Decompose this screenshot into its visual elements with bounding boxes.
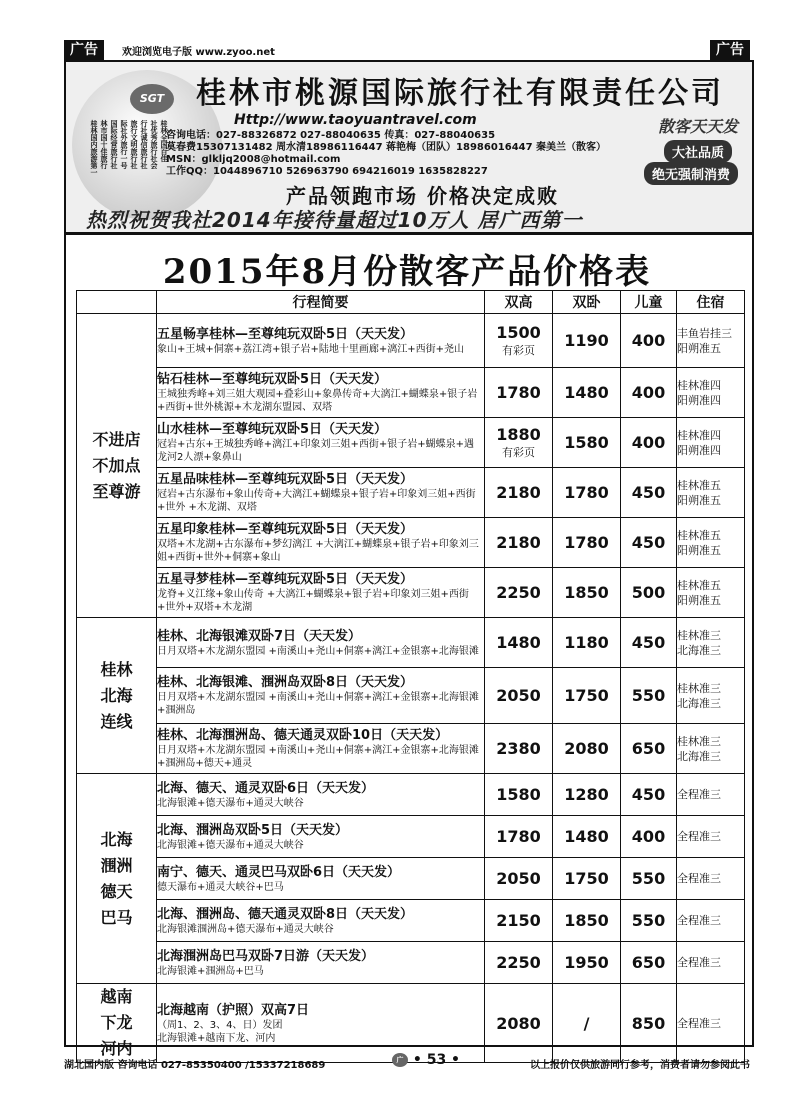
price-double-sleeper: 1480 [553,368,621,418]
award-columns [90,120,168,200]
lodging-cell: 桂林准五 阳朔准五 [677,468,745,518]
price-child: 400 [621,368,677,418]
table-row [77,900,745,942]
header-child: 儿童 [621,291,677,314]
price-child: 400 [621,314,677,368]
contact-info [166,130,606,178]
route-name: 桂林、北海涠洲岛、德天通灵双卧10日（天天发） [157,728,449,743]
price-double-seat [485,418,553,468]
price-child: 450 [621,774,677,816]
price-table [76,290,745,1063]
lodging-cell: 全程准三 [677,816,745,858]
lodging-cell: 桂林准三 北海准三 [677,668,745,724]
price-value: 1780 [496,827,541,846]
price-double-seat [485,468,553,518]
price-child: 650 [621,724,677,774]
price-child: 400 [621,816,677,858]
group-label: 不进店 不加点 至尊游 [77,314,157,618]
route-detail: 北海银滩涠洲岛+德天瀑布+通灵大峡谷 [157,923,334,935]
route-name: 钻石桂林—至尊纯玩双卧5日（天天发） [157,372,388,387]
price-double-seat [485,984,553,1063]
contact-line: 工作QQ：1044896710 526963790 694216019 1635828227 [166,166,488,177]
price-value: 2180 [496,533,541,552]
award-column: 桂林国内旅游第一 [90,120,98,176]
price-value: 2380 [496,739,541,758]
route-detail: 德天瀑布+通灵大峡谷+巴马 [157,881,284,893]
itinerary-cell [157,314,485,368]
award-column: 行社诚信旅行社 [140,120,148,169]
price-child: 450 [621,468,677,518]
route-name: 北海涠洲岛巴马双卧7日游（天天发） [157,948,375,964]
price-double-seat [485,618,553,668]
itinerary-cell [157,668,485,724]
itinerary-cell [157,774,485,816]
price-double-sleeper: 1190 [553,314,621,368]
route-name: 山水桂林—至尊纯玩双卧5日（天天发） [157,422,388,437]
price-double-seat [485,816,553,858]
brochure-note: 有彩页 [502,344,535,357]
price-value: 1480 [496,633,541,652]
itinerary-cell [157,618,485,668]
lodging-cell: 全程准三 [677,774,745,816]
company-logo: SGT [130,84,174,114]
table-row [77,858,745,900]
price-double-sleeper: 1780 [553,468,621,518]
footer-disclaimer: 以上报价仅供旅游同行参考，消费者请勿参阅此书 [530,1060,750,1071]
company-name: 桂林市桃源国际旅行社有限责任公司 [196,76,724,111]
award-column: 国际经营旅行社 [110,120,118,169]
route-name: 五星品味桂林—至尊纯玩双卧5日（天天发） [157,472,414,487]
contact-line: 咨询电话：027-88326872 027-88040635 传真：027-88040635 [166,130,496,141]
itinerary-cell [157,942,485,984]
itinerary-cell [157,568,485,618]
price-double-sleeper: 1850 [553,568,621,618]
price-child: 550 [621,900,677,942]
price-value: 2050 [496,686,541,705]
page-number [392,1052,460,1068]
price-child: 550 [621,668,677,724]
table-row [77,816,745,858]
route-detail: 冠岩+古东瀑布+象山传奇+大漓江+蝴蝶泉+银子岩+印象刘三姐+西街+世外 +木龙湖、双塔 [157,489,476,513]
price-value: 1780 [496,383,541,402]
itinerary-cell [157,518,485,568]
top-bar [64,40,750,60]
route-detail: 北海银滩+德天瀑布+通灵大峡谷 [157,797,304,809]
table-row [77,368,745,418]
contact-line: 莫春费15307131482 周水清18986116447 蒋艳梅（团队）18986016447 秦美兰（散客） [166,142,607,153]
price-double-sleeper: 1750 [553,858,621,900]
route-detail: 双塔+木龙湖+古东瀑布+梦幻漓江 +大漓江+蝴蝶泉+银子岩+印象刘三姐+西街+世外+侗寨+象山 [157,539,479,563]
price-value: 2050 [496,869,541,888]
price-value: 2250 [496,953,541,972]
itinerary-cell [157,858,485,900]
price-double-seat [485,858,553,900]
price-child: 400 [621,418,677,468]
route-detail: （周1、2、3、4、日）发团 北海银滩+越南下龙、河内 [157,1019,283,1044]
table-row [77,418,745,468]
quality-stamp: 大社品质 [664,140,732,163]
page-number-text: • 53 • [412,1052,461,1068]
price-double-seat [485,368,553,418]
price-child: 450 [621,618,677,668]
route-name: 北海、涠洲岛、德天通灵双卧8日（天天发） [157,906,414,922]
route-name: 南宁、德天、通灵巴马双卧6日（天天发） [157,864,401,880]
price-double-sleeper: 2080 [553,724,621,774]
lodging-cell: 桂林准五 阳朔准五 [677,518,745,568]
price-double-sleeper: 1750 [553,668,621,724]
route-name: 桂林、北海银滩双卧7日（天天发） [157,628,362,644]
award-column: 林市国十佳旅行 [100,120,108,169]
price-value: 1580 [496,785,541,804]
publication-logo-icon: 广 [392,1053,408,1067]
price-double-sleeper: / [553,984,621,1063]
price-value: 1500 [496,323,541,342]
price-double-seat [485,724,553,774]
route-detail: 北海银滩+德天瀑布+通灵大峡谷 [157,839,304,851]
price-double-sleeper: 1180 [553,618,621,668]
price-double-sleeper: 1480 [553,816,621,858]
award-column: 社优秀旅行社会 [150,120,158,169]
ad-banner: 热烈祝贺我社2014年接待量超过10万人 居广西第一 [86,208,583,232]
route-detail: 王城独秀峰+刘三姐大观园+叠彩山+象鼻传奇+大漓江+蝴蝶泉+银子岩+西街+世外桃源+木龙湖东盟园、双塔 [157,389,478,413]
route-detail: 北海银滩+涠洲岛+巴马 [157,965,264,977]
route-detail: 日月双塔+木龙湖东盟园 +南溪山+尧山+侗寨+漓江+金银寨+北海银滩+涠洲岛 [157,692,479,716]
header-double-sleeper: 双卧 [553,291,621,314]
route-name: 桂林、北海银滩、涠洲岛双卧8日（天天发） [157,675,414,690]
price-value: 2150 [496,911,541,930]
itinerary-cell [157,418,485,468]
route-name: 北海、涠洲岛双卧5日（天天发） [157,822,349,838]
table-header-row [77,291,745,314]
page-footer [64,1052,750,1072]
route-detail: 龙脊+义江缘+象山传奇 +大漓江+蝴蝶泉+银子岩+印象刘三姐+西街+世外+双塔+木龙湖 [157,589,469,613]
contact-line: MSN：glkljq2008@hotmail.com [166,154,341,165]
price-double-sleeper: 1280 [553,774,621,816]
price-value: 2180 [496,483,541,502]
table-row [77,984,745,1063]
price-value: 1880 [496,425,541,444]
route-name: 五星印象桂林—至尊纯玩双卧5日（天天发） [157,522,414,537]
route-detail: 日月双塔+木龙湖东盟园 +南溪山+尧山+侗寨+漓江+金银寨+北海银滩 [157,645,479,657]
price-double-sleeper: 1580 [553,418,621,468]
route-name: 五星畅享桂林—至尊纯玩双卧5日（天天发） [157,326,414,342]
price-double-sleeper: 1780 [553,518,621,568]
itinerary-cell [157,368,485,418]
price-double-sleeper: 1850 [553,900,621,942]
lodging-cell: 全程准三 [677,858,745,900]
group-label: 北海 涠洲 德天 巴马 [77,774,157,984]
welcome-text: 欢迎浏览电子版 www.zyoo.net [122,47,275,58]
itinerary-cell [157,468,485,518]
advertisement [64,60,754,234]
table-row [77,468,745,518]
price-value: 2080 [496,1013,541,1033]
lodging-cell: 桂林准三 北海准三 [677,724,745,774]
header-lodging: 住宿 [677,291,745,314]
price-double-seat [485,942,553,984]
header-double-seat: 双高 [485,291,553,314]
price-double-seat [485,518,553,568]
price-double-seat [485,568,553,618]
table-row [77,518,745,568]
route-detail: 日月双塔+木龙湖东盟园 +南溪山+尧山+侗寨+漓江+金银寨+北海银滩+涠洲岛+德天+通灵 [157,745,479,769]
price-double-seat [485,668,553,724]
award-column: 际社外旅行一号 [120,120,128,169]
award-column: 旅行文明旅行社 [130,120,138,169]
lodging-cell: 全程准三 [677,900,745,942]
ad-tag-right: 广告 [710,40,750,60]
route-detail: 象山+王城+侗寨+荔江湾+银子岩+陆地十里画廊+漓江+西街+尧山 [157,343,465,355]
daily-departure-slogan: 散客天天发 [657,117,738,136]
itinerary-cell [157,900,485,942]
table-row [77,774,745,816]
price-child: 550 [621,858,677,900]
group-label: 越南 下龙 河内 [77,984,157,1063]
table-row [77,942,745,984]
itinerary-cell [157,816,485,858]
table-row [77,724,745,774]
lodging-cell: 桂林准三 北海准三 [677,618,745,668]
brochure-note: 有彩页 [502,446,535,459]
company-website: Http://www.taoyuantravel.com [234,112,477,128]
price-double-sleeper: 1950 [553,942,621,984]
price-child: 500 [621,568,677,618]
lodging-cell: 全程准三 [677,984,745,1063]
lodging-cell: 桂林准四 阳朔准四 [677,368,745,418]
footer-contact: 湖北国内版 咨询电话 027-85350400 /15337218689 [64,1060,326,1071]
price-child: 850 [621,984,677,1063]
route-name: 五星寻梦桂林—至尊纯玩双卧5日（天天发） [157,572,414,587]
group-label: 桂林 北海 连线 [77,618,157,774]
lodging-cell: 桂林准五 阳朔准五 [677,568,745,618]
price-child: 450 [621,518,677,568]
itinerary-cell [157,724,485,774]
price-double-seat [485,774,553,816]
ad-slogan: 产品领跑市场 价格决定成败 [286,184,559,208]
route-detail: 冠岩+古东+王城独秀峰+漓江+印象刘三姐+西街+银子岩+蝴蝶泉+遇龙河2人漂+象鼻山 [157,439,475,463]
award-column: 桂林全国百佳 [160,120,168,162]
route-name: 北海越南（护照）双高7日 [157,1002,310,1018]
price-double-seat [485,314,553,368]
no-shopping-stamp: 绝无强制消费 [644,162,738,185]
table-row [77,668,745,724]
lodging-cell: 丰鱼岩挂三 阳朔准五 [677,314,745,368]
itinerary-cell [157,984,485,1063]
header-itinerary: 行程简要 [157,291,485,314]
route-name: 北海、德天、通灵双卧6日（天天发） [157,780,375,796]
price-child: 650 [621,942,677,984]
page-title: 2015年8月份散客产品价格表 [162,252,652,292]
lodging-cell: 全程准三 [677,942,745,984]
header-category [77,291,157,314]
ad-tag-left: 广告 [64,40,104,60]
price-double-seat [485,900,553,942]
table-row [77,618,745,668]
price-value: 2250 [496,583,541,602]
lodging-cell: 桂林准四 阳朔准四 [677,418,745,468]
table-row [77,568,745,618]
table-row [77,314,745,368]
